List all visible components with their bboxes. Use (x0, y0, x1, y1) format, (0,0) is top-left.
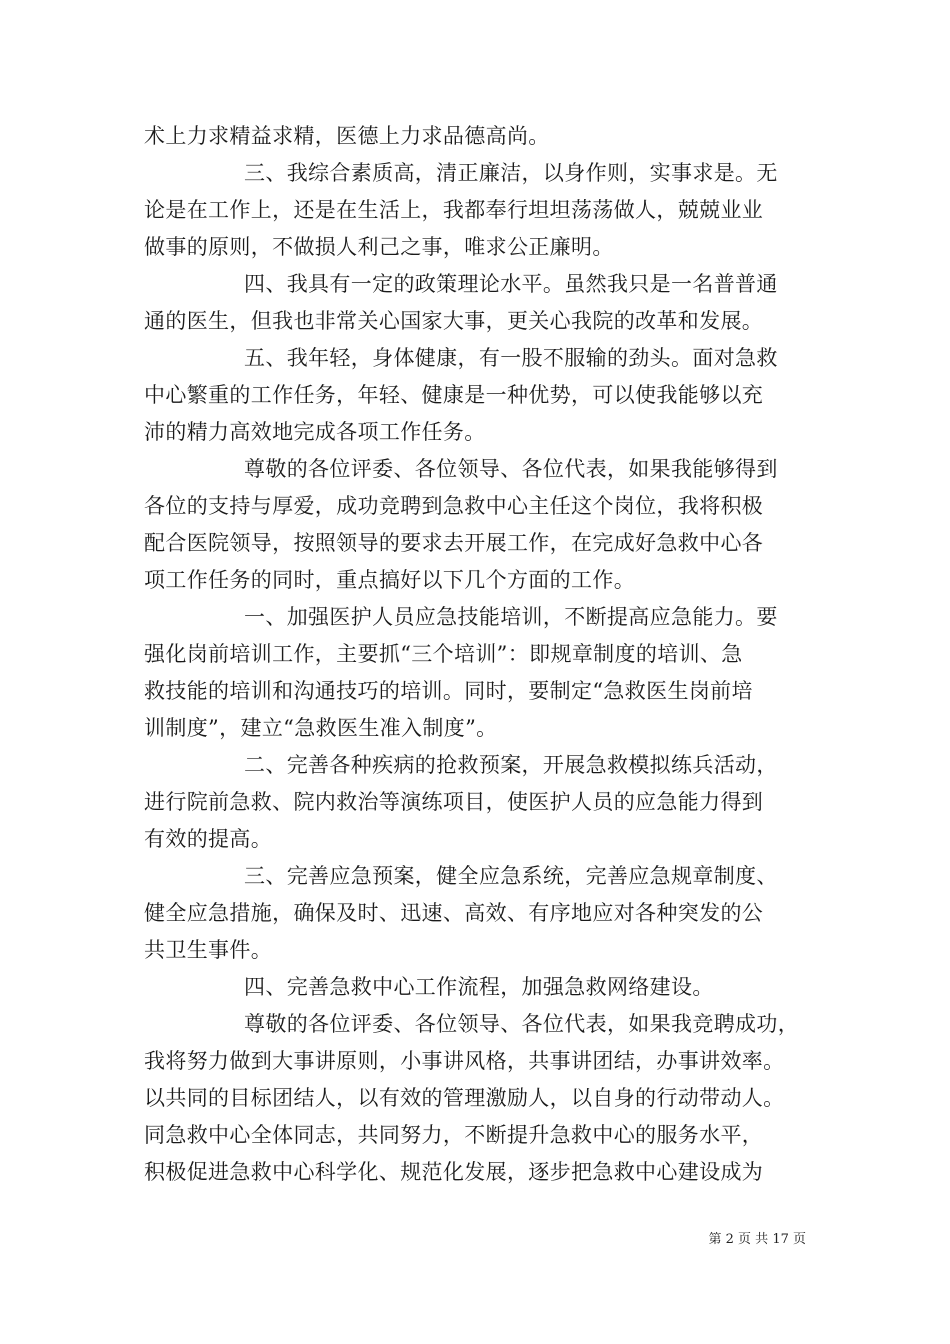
text-line: 做事的原则，不做损人利己之事，唯求公正廉明。 (144, 235, 614, 259)
text-line: 二、完善各种疾病的抢救预案，开展急救模拟练兵活动， (244, 753, 778, 777)
text-line: 四、完善急救中心工作流程，加强急救网络建设。 (244, 975, 714, 999)
text-line: 共卫生事件。 (144, 938, 273, 962)
page-footer (0, 1228, 806, 1247)
text-line: 训制度”，建立“急救医生准入制度”。 (144, 716, 498, 740)
text-line: 同急救中心全体同志，共同努力，不断提升急救中心的服务水平， (144, 1123, 764, 1147)
text-line: 救技能的培训和沟通技巧的培训。同时，要制定“急救医生岗前培 (144, 679, 753, 703)
text-line: 三、我综合素质高，清正廉洁，以身作则，实事求是。无 (244, 161, 778, 185)
text-line: 尊敬的各位评委、各位领导、各位代表，如果我能够得到 (244, 457, 778, 481)
document-body (144, 118, 814, 1191)
text-line: 项工作任务的同时，重点搞好以下几个方面的工作。 (144, 568, 636, 592)
text-line: 进行院前急救、院内救治等演练项目，使医护人员的应急能力得到 (144, 790, 764, 814)
text-line: 健全应急措施，确保及时、迅速、高效、有序地应对各种突发的公 (144, 901, 764, 925)
text-line: 配合医院领导，按照领导的要求去开展工作，在完成好急救中心各 (144, 531, 764, 555)
text-line: 沛的精力高效地完成各项工作任务。 (144, 420, 486, 444)
text-line: 术上力求精益求精，医德上力求品德高尚。 (144, 124, 550, 148)
text-line: 强化岗前培训工作，主要抓“三个培训”：即规章制度的培训、急 (144, 642, 743, 666)
text-line: 我将努力做到大事讲原则，小事讲风格，共事讲团结，办事讲效率。 (144, 1049, 785, 1073)
text-line: 有效的提高。 (144, 827, 273, 851)
text-line: 一、加强医护人员应急技能培训，不断提高应急能力。要 (244, 605, 778, 629)
text-line: 尊敬的各位评委、各位领导、各位代表，如果我竞聘成功， (244, 1012, 800, 1036)
text-line: 通的医生，但我也非常关心国家大事，更关心我院的改革和发展。 (144, 309, 764, 333)
text-line: 以共同的目标团结人，以有效的管理激励人，以自身的行动带动人。 (144, 1086, 785, 1110)
page-number: 第 2 页 共 17 页 (708, 1232, 806, 1247)
text-line: 论是在工作上，还是在生活上，我都奉行坦坦荡荡做人，兢兢业业 (144, 198, 764, 222)
text-line: 中心繁重的工作任务，年轻、健康是一种优势，可以使我能够以充 (144, 383, 764, 407)
text-line: 五、我年轻，身体健康，有一股不服输的劲头。面对急救 (244, 346, 778, 370)
text-line: 四、我具有一定的政策理论水平。虽然我只是一名普普通 (244, 272, 778, 296)
text-line: 三、完善应急预案，健全应急系统，完善应急规章制度、 (244, 864, 778, 888)
text-line: 积极促进急救中心科学化、规范化发展，逐步把急救中心建设成为 (144, 1160, 764, 1184)
text-line: 各位的支持与厚爱，成功竞聘到急救中心主任这个岗位，我将积极 (144, 494, 764, 518)
